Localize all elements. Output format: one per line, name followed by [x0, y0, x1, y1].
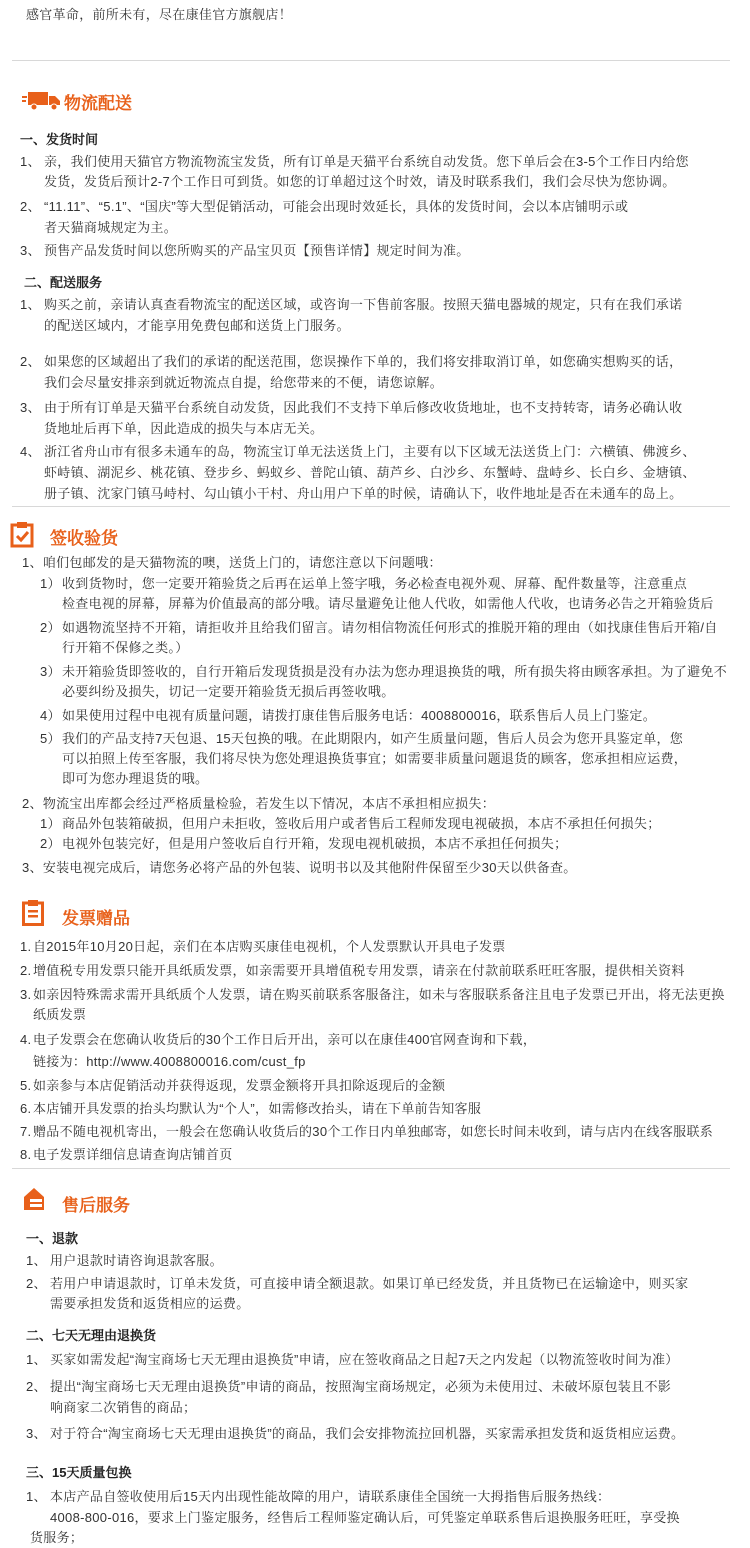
list-item: 即可为您办理退货的哦。 [62, 771, 209, 786]
after-sales-title: 售后服务 [62, 1196, 130, 1215]
list-num: 5. [20, 1078, 32, 1093]
list-item: 发货，发货后预计2-7个工作日可到货。如您的订单超过这个时效，请及时联系我们，我们会尽快为您协调。 [44, 174, 676, 189]
delivery-heading: 二、配送服务 [24, 275, 103, 290]
truck-icon [22, 89, 62, 111]
list-item: 提出“淘宝商场七天无理由退换货”申请的商品，按照淘宝商场规定，必须为未使用过、未破坏原包装且不影 [50, 1379, 672, 1394]
list-item: 买家如需发起“淘宝商场七天无理由退换货”申请，应在签收商品之日起7天之内发起（以物流签收时间为准） [50, 1352, 679, 1367]
ship-time-heading: 一、发货时间 [20, 132, 99, 147]
list-num: 1. [20, 939, 32, 954]
list-item: 电子发票详细信息请查询店铺首页 [33, 1147, 233, 1162]
list-num: 1、 [26, 1253, 47, 1268]
list-item: 自2015年10月20日起，亲们在本店购买康佳电视机，个人发票默认开具电子发票 [33, 939, 506, 954]
list-item: 需要承担发货和返货相应的运费。 [50, 1296, 250, 1311]
list-num: 1、 [20, 297, 41, 312]
list-item: 4008-800-016，要求上门鉴定服务，经售后工程师鉴定确认后，可凭鉴定单联系售后退换服务旺旺，享受换 [50, 1510, 680, 1525]
list-item: “11.11”、“5.1”、“国庆”等大型促销活动，可能会出现时效延长，具体的发货时间，会以本店铺明示或 [44, 199, 629, 214]
list-item: 检查电视的屏幕，屏幕为价值最高的部分哦。请尽量避免让他人代收，如需他人代收，也请务必告之开箱验货后 [62, 596, 714, 611]
list-item: 本店铺开具发票的抬头均默认为“个人”，如需修改抬头，请在下单前告知客服 [33, 1101, 482, 1116]
divider [12, 60, 730, 61]
list-item: 如果使用过程中电视有质量问题，请拨打康佳售后服务电话：4008800016，联系售后人员上门鉴定。 [62, 708, 656, 723]
list-item: 册子镇、沈家门镇马峙村、勾山镇小干村、舟山用户下单的时候，请确认下，收件地址是否在未通车的岛上。 [44, 486, 683, 501]
list-item: 3、安装电视完成后，请您务必将产品的外包装、说明书以及其他附件保留至少30天以供备查。 [22, 860, 577, 875]
list-num: 1、 [26, 1489, 47, 1504]
invoice-link[interactable]: 链接为：http://www.4008800016.com/cust_fp [33, 1054, 306, 1069]
list-num: 4） [40, 708, 61, 723]
list-item: 行开箱不保修之类。） [62, 640, 189, 655]
list-num: 3） [40, 664, 61, 679]
intro-text: 感官革命，前所未有，尽在康佳官方旗舰店！ [26, 7, 293, 22]
list-item: 如亲参与本店促销活动并获得返现，发票金额将开具扣除返现后的金额 [33, 1078, 446, 1093]
divider [12, 506, 730, 507]
list-num: 3、 [20, 400, 41, 415]
list-num: 1、 [20, 154, 41, 169]
logistics-title: 物流配送 [64, 94, 132, 113]
list-item: 2、物流宝出库都会经过严格质量检验，若发生以下情况，本店不承担相应损失： [22, 796, 496, 811]
divider [12, 1168, 730, 1169]
list-item: 可以拍照上传至客服，我们将尽快为您处理退换货事宜；如需要非质量问题退货的顾客，您承担相应运费， [62, 751, 688, 766]
list-item: 电视外包装完好，但是用户签收后自行开箱，发现电视机破损，本店不承担任何损失； [62, 836, 568, 851]
list-item: 亲，我们使用天猫官方物流物流宝发货，所有订单是天猫平台系统自动发货。您下单后会在3-5个工作日内给您 [44, 154, 689, 169]
list-num: 2） [40, 836, 61, 851]
list-num: 2、 [26, 1379, 47, 1394]
list-item: 预售产品发货时间以您所购买的产品宝贝页【预售详情】规定时间为准。 [44, 243, 470, 258]
list-item: 收到货物时，您一定要开箱验货之后再在运单上签字哦，务必检查电视外观、屏幕、配件数量等，注意重点 [62, 576, 688, 591]
list-item: 纸质发票 [33, 1007, 87, 1022]
list-num: 2、 [20, 354, 41, 369]
list-num: 5） [40, 731, 61, 746]
list-item: 的配送区域内，才能享用免费包邮和送货上门服务。 [44, 318, 350, 333]
refund-heading: 一、退款 [26, 1231, 79, 1246]
list-num: 4. [20, 1032, 32, 1047]
list-num: 3. [20, 987, 32, 1002]
list-item: 电子发票会在您确认收货后的30个工作日后开出，亲可以在康佳400官网查询和下载， [33, 1032, 537, 1047]
list-item: 商品外包装箱破损，但用户未拒收，签收后用户或者售后工程师发现电视破损，本店不承担任何损失； [62, 816, 661, 831]
list-item: 响商家二次销售的商品； [50, 1400, 197, 1415]
list-item: 货地址后再下单，因此造成的损失与本店无关。 [44, 421, 324, 436]
list-num: 3、 [20, 243, 41, 258]
list-item: 赠品不随电视机寄出，一般会在您确认收货后的30个工作日内单独邮寄，如您长时间未收到，请与店内在线客服联系 [33, 1124, 714, 1139]
list-item: 未开箱验货即签收的，自行开箱后发现货损是没有办法为您办理退换货的哦，所有损失将由顾客承担。为了避免不 [62, 664, 728, 679]
list-item: 货服务； [30, 1530, 84, 1545]
list-num: 1） [40, 576, 61, 591]
list-num: 6. [20, 1101, 32, 1116]
list-item: 本店产品自签收使用后15天内出现性能故障的用户，请联系康佳全国统一大拇指售后服务热线： [50, 1489, 611, 1504]
list-item: 1、咱们包邮发的是天猫物流的噢，送货上门的，请您注意以下问题哦： [22, 555, 442, 570]
list-item: 浙江省舟山市有很多未通车的岛，物流宝订单无法送货上门，主要有以下区域无法送货上门：六横镇、佛渡乡、 [44, 444, 696, 459]
inspection-title: 签收验货 [50, 529, 118, 548]
list-num: 2） [40, 620, 61, 635]
document-icon [22, 900, 44, 926]
list-num: 2、 [26, 1276, 47, 1291]
list-item: 必要纠纷及损失，切记一定要开箱验货无损后再签收哦。 [62, 684, 395, 699]
list-num: 8. [20, 1147, 32, 1162]
list-item: 我们的产品支持7天包退、15天包换的哦。在此期限内，如产生质量问题，售后人员会为您开具鉴定单，您 [62, 731, 684, 746]
list-item: 我们会尽量安排亲到就近物流点自提，给您带来的不便，请您谅解。 [44, 375, 444, 390]
list-item: 增值税专用发票只能开具纸质发票，如亲需要开具增值税专用发票，请亲在付款前联系旺旺客服，提供相关资料 [33, 963, 685, 978]
invoice-title: 发票赠品 [62, 909, 130, 928]
list-num: 3、 [26, 1426, 47, 1441]
house-tag-icon [22, 1186, 46, 1212]
list-item: 如亲因特殊需求需开具纸质个人发票，请在购买前联系客服备注，如未与客服联系备注且电子发票已开出，将无法更换 [33, 987, 725, 1002]
list-item: 购买之前，亲请认真查看物流宝的配送区域，或咨询一下售前客服。按照天猫电器城的规定，只有在我们承诺 [44, 297, 683, 312]
list-num: 1） [40, 816, 61, 831]
list-item: 者天猫商城规定为主。 [44, 220, 178, 235]
return7-heading: 二、七天无理由退换货 [26, 1328, 157, 1343]
list-item: 如果您的区域超出了我们的承诺的配送范围，您误操作下单的，我们将安排取消订单，如您确实想购买的话， [44, 354, 683, 369]
list-num: 1、 [26, 1352, 47, 1367]
list-item: 虾峙镇、湖泥乡、桃花镇、登步乡、蚂蚁乡、普陀山镇、葫芦乡、白沙乡、东蟹峙、盘峙乡、长白乡、金塘镇、 [44, 465, 696, 480]
list-num: 2. [20, 963, 32, 978]
list-num: 7. [20, 1124, 32, 1139]
list-item: 对于符合“淘宝商场七天无理由退换货”的商品，我们会安排物流拉回机器，买家需承担发货和返货相应运费。 [50, 1426, 685, 1441]
list-item: 如遇物流坚持不开箱，请拒收并且给我们留言。请勿相信物流任何形式的推脱开箱的理由（如找康佳售后开箱/自 [62, 620, 718, 635]
list-item: 若用户申请退款时，订单未发货，可直接申请全额退款。如果订单已经发货，并且货物已在运输途中，则买家 [50, 1276, 689, 1291]
list-num: 2、 [20, 199, 41, 214]
list-item: 用户退款时请咨询退款客服。 [50, 1253, 223, 1268]
quality15-heading: 三、15天质量包换 [26, 1465, 132, 1480]
list-item: 由于所有订单是天猫平台系统自动发货，因此我们不支持下单后修改收货地址，也不支持转寄，请务必确认收 [44, 400, 683, 415]
list-num: 4、 [20, 444, 41, 459]
checklist-icon [10, 522, 34, 548]
